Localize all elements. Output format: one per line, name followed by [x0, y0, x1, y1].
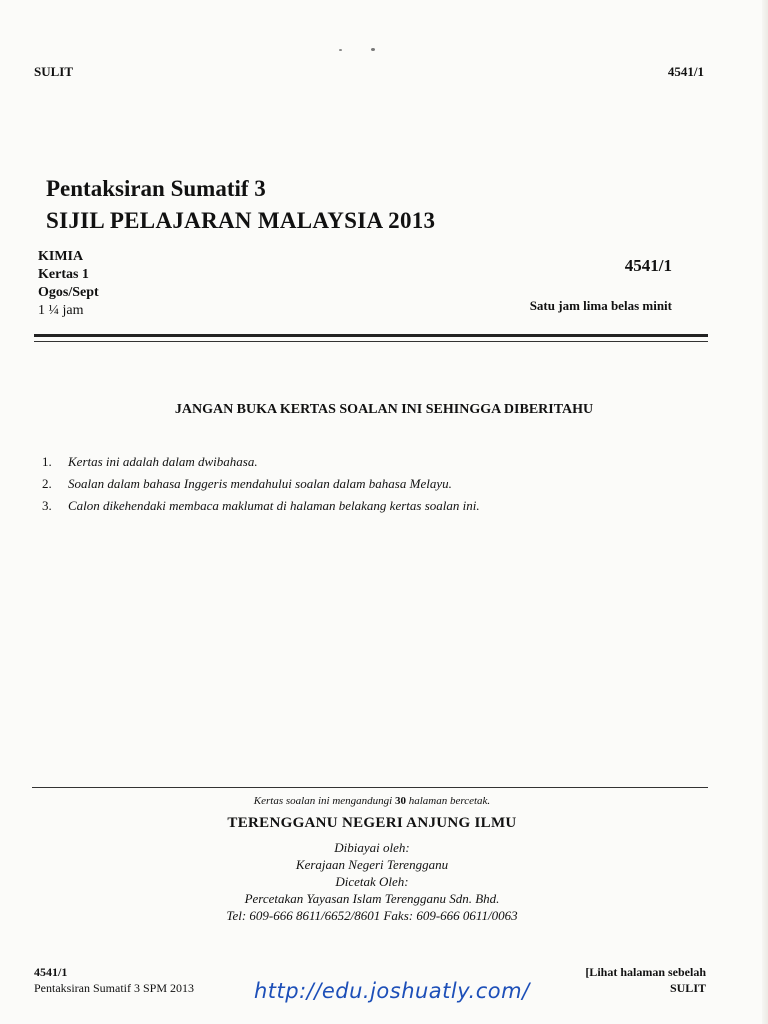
- scan-speck: [371, 48, 375, 51]
- exam-main-title: SIJIL PELAJARAN MALAYSIA 2013: [46, 208, 436, 233]
- subject-name: KIMIA: [38, 249, 84, 264]
- funded-by-label: Dibiayai oleh:: [334, 840, 410, 855]
- instruction-item: [42, 495, 480, 517]
- url-stamp-link[interactable]: http://edu.joshuatly.com/: [254, 979, 530, 1003]
- printer-contact: Tel: 609-666 8611/6652/8601 Faks: 609-666 0611/0063: [226, 908, 518, 923]
- footer-series: Pentaksiran Sumatif 3 SPM 2013: [34, 981, 195, 995]
- instruction-text: Kertas ini adalah dalam dwibahasa.: [68, 454, 258, 469]
- duration-in-words: Satu jam lima belas minit: [529, 298, 672, 313]
- paper-number: Kertas 1: [38, 267, 89, 282]
- paper-code: 4541/1: [624, 256, 672, 275]
- instructions-list: [42, 451, 480, 517]
- footer-classification: SULIT: [669, 981, 706, 995]
- page-edge-shadow: [762, 0, 768, 1024]
- exam-series-title: Pentaksiran Sumatif 3: [46, 176, 266, 201]
- page-count-prefix: Kertas soalan ini mengandungi: [253, 795, 395, 807]
- divider-thin: [34, 341, 708, 342]
- footer-divider: [32, 787, 708, 788]
- header-classification: SULIT: [34, 64, 74, 79]
- page-count-suffix: halaman bercetak.: [405, 795, 491, 807]
- instruction-text: Soalan dalam bahasa Inggeris mendahului soalan dalam bahasa Melayu.: [68, 476, 452, 491]
- instruction-number: 1.: [42, 454, 52, 469]
- printed-by-label: Dicetak Oleh:: [335, 874, 409, 889]
- page-count: 30: [394, 795, 406, 807]
- instruction-number: 3.: [42, 498, 52, 513]
- footer-paper-code: 4541/1: [34, 965, 68, 979]
- scan-speck: [339, 49, 342, 51]
- do-not-open-warning: JANGAN BUKA KERTAS SOALAN INI SEHINGGA DIBERITAHU: [174, 402, 594, 417]
- exam-duration: 1 ¼ jam: [38, 303, 84, 318]
- instruction-item: [42, 451, 480, 473]
- divider-thick: [34, 334, 708, 337]
- funded-by: Kerajaan Negeri Terengganu: [295, 857, 449, 872]
- instruction-number: 2.: [42, 476, 52, 491]
- header-paper-code: 4541/1: [667, 64, 704, 79]
- exam-month: Ogos/Sept: [38, 285, 99, 300]
- state-motto: TERENGGANU NEGERI ANJUNG ILMU: [227, 815, 517, 831]
- turn-over-note: [Lihat halaman sebelah: [585, 965, 706, 979]
- instruction-text: Calon dikehendaki membaca maklumat di halaman belakang kertas soalan ini.: [68, 498, 480, 513]
- subject-details: [38, 248, 99, 320]
- footer-block: [34, 795, 710, 924]
- printed-by: Percetakan Yayasan Islam Terengganu Sdn. Bhd.: [244, 891, 500, 906]
- page-count-note: [34, 795, 710, 807]
- instruction-item: [42, 473, 480, 495]
